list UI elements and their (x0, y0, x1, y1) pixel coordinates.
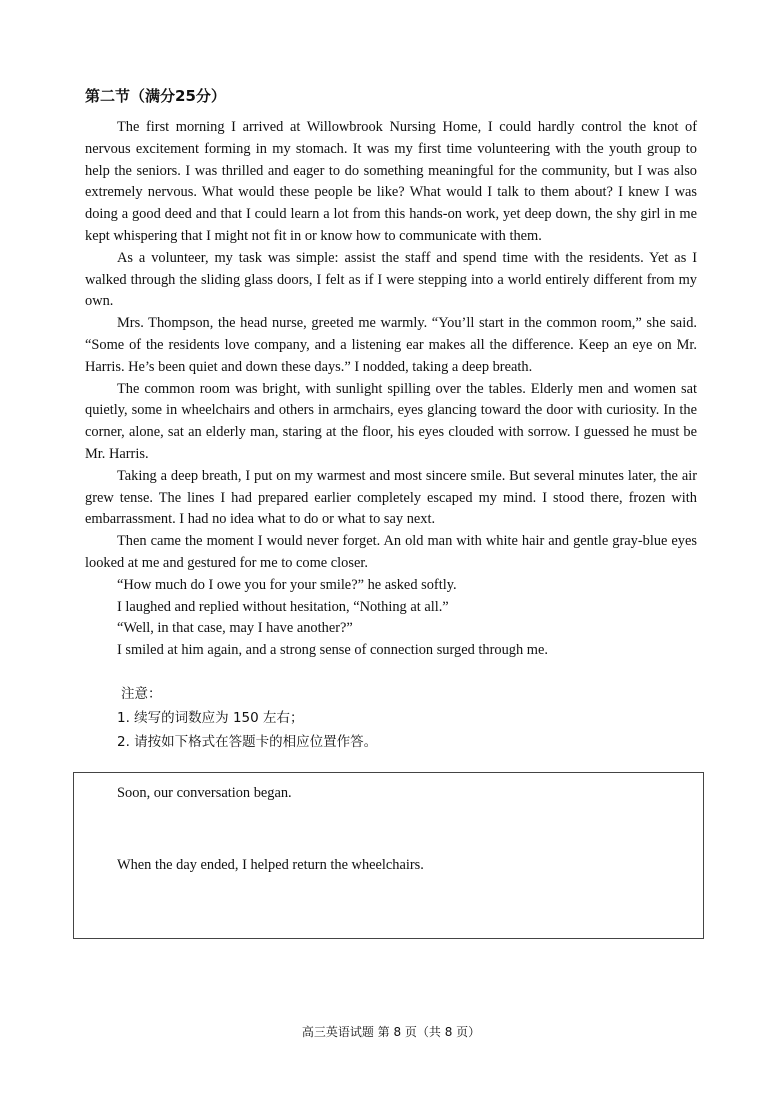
passage-dialogue-line: “How much do I owe you for your smile?” he asked softly. (117, 576, 457, 593)
passage-dialogue-line: I smiled at him again, and a strong sense of connection surged through me. (117, 642, 548, 659)
page-footer: 高三英语试题 第 8 页（共 8 页） (301, 1025, 481, 1039)
answer-prompt-second: When the day ended, I helped return the wheelchairs. (117, 857, 424, 873)
instruction-item: 2. 请按如下格式在答题卡的相应位置作答。 (117, 734, 378, 750)
passage-paragraph: Taking a deep breath, I put on my warmest and most sincere smile. But several minutes later, the air grew tense. The lines I had prepared earlier completely escaped my mind. I stood there, frozen with embarrassment. I had no idea what to do or what to say next. (85, 467, 697, 528)
instructions (85, 683, 377, 753)
instructions-title: 注意： (121, 686, 162, 702)
section-heading: 第二节（满分25分） (85, 87, 226, 105)
passage-paragraph: Mrs. Thompson, the head nurse, greeted me warmly. “You’ll start in the common room,” she said. “Some of the residents love company, and a listening ear makes all the difference. Keep an eye on Mr. Harris. He’s been quiet and down these days.” I nodded, taking a deep breath. (85, 315, 697, 375)
passage-paragraph: As a volunteer, my task was simple: assist the staff and spend time with the residents. Yet as I walked through the sliding glass doors, I felt as if I were stepping into a world entirely different from my own. (85, 249, 697, 310)
passage-paragraph: The common room was bright, with sunlight spilling over the tables. Elderly men and women sat quietly, some in wheelchairs and others in armchairs, eyes glancing toward the door with curiosity. In the corner, alone, sat an elderly man, staring at the floor, his eyes clouded with sorrow. I guessed he must be Mr. Harris. (85, 380, 697, 462)
answer-prompt-first: Soon, our conversation began. (117, 785, 292, 801)
answer-box[interactable] (73, 772, 704, 939)
passage-paragraph: The first morning I arrived at Willowbrook Nursing Home, I could hardly control the knot of nervous excitement forming in my stomach. It was my first time volunteering with the youth group to help the seniors. I was thrilled and eager to do something meaningful for the community, but I was also extremely nervous. What would these people be like? What would I talk to them about? I knew I was doing a good deed and that I could learn a lot from this hands-on work, yet deep down, the shy girl in me kept whispering that I might not fit in or know how to communicate with them. (85, 119, 697, 244)
passage-dialogue-line: “Well, in that case, may I have another?” (117, 620, 353, 637)
instruction-item: 1. 续写的词数应为 150 左右； (117, 710, 304, 726)
passage-dialogue-line: I laughed and replied without hesitation, “Nothing at all.” (117, 598, 449, 615)
passage-paragraph: Then came the moment I would never forget. An old man with white hair and gentle gray-blue eyes looked at me and gestured for me to come closer. (85, 533, 697, 571)
reading-passage (85, 117, 697, 662)
